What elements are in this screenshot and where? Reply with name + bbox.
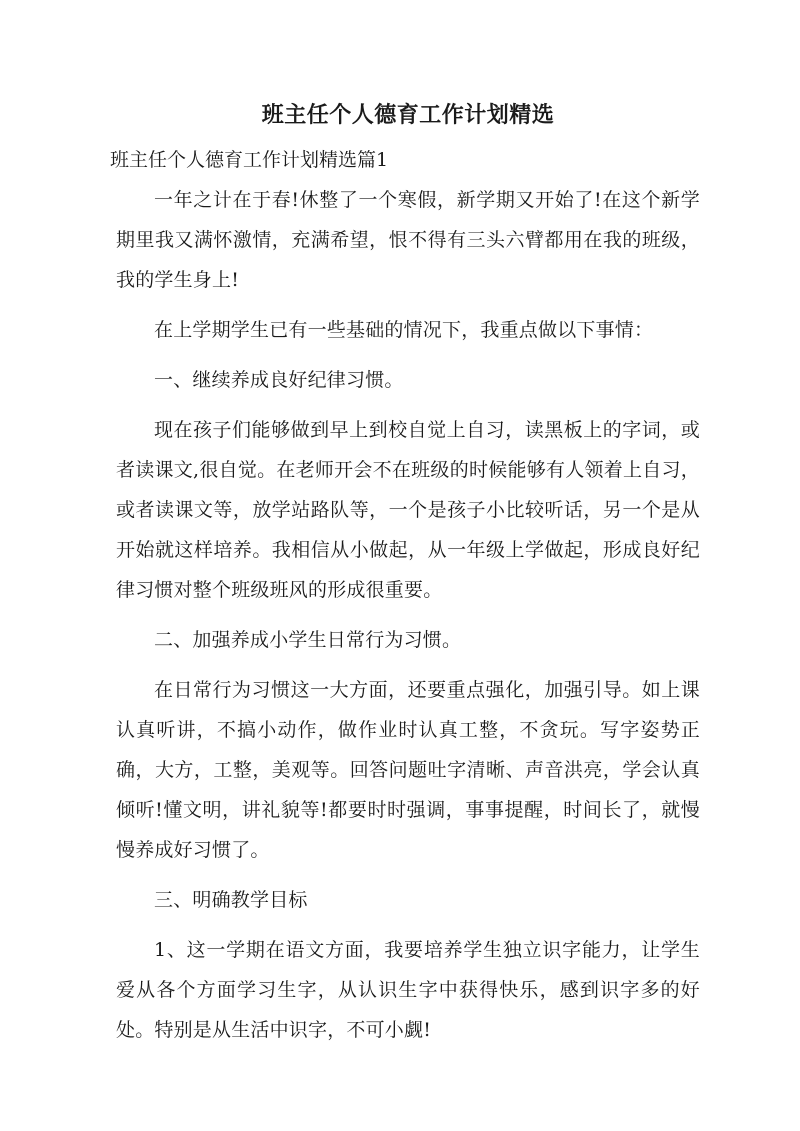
paragraph-intro: 一年之计在于春!休整了一个寒假，新学期又开始了!在这个新学期里我又满怀激情，充满希望，恨不得有三头六臂都用在我的班级，我的学生身上! xyxy=(116,189,700,291)
section-heading-3: 三、明确教学目标 xyxy=(154,889,308,911)
paragraph-discipline: 现在孩子们能够做到早上到校自觉上自习，读黑板上的字词，或者读课文,很自觉。在老师开会不在班级的时候能够有人领着上自习，或者读课文等，放学站路队等，一个是孩子小比较听话，另一个是从开始就这样培养。我相信从小做起，从一年级上学做起，形成良好纪律习惯对整个班级班风的形成很重要。 xyxy=(116,419,700,601)
paragraph-focus: 在上学期学生已有一些基础的情况下，我重点做以下事情： xyxy=(154,319,654,341)
paragraph-goals: 1、这一学期在语文方面，我要培养学生独立识字能力，让学生爱从各个方面学习生字，从认识生字中获得快乐，感到识字多的好处。特别是从生活中识字，不可小觑! xyxy=(116,939,700,1041)
section-heading-2: 二、加强养成小学生日常行为习惯。 xyxy=(154,629,462,651)
document-subtitle: 班主任个人德育工作计划精选篇1 xyxy=(110,149,389,171)
paragraph-habits: 在日常行为习惯这一大方面，还要重点强化，加强引导。如上课认真听讲，不搞小动作，做作业时认真工整，不贪玩。写字姿势正确，大方，工整，美观等。回答问题吐字清晰、声音洪亮，学会认真倾听!懂文明，讲礼貌等!都要时时强调，事事提醒，时间长了，就慢慢养成好习惯了。 xyxy=(116,679,700,861)
section-heading-1: 一、继续养成良好纪律习惯。 xyxy=(154,369,404,391)
document-title: 班主任个人德育工作计划精选 xyxy=(261,102,555,128)
